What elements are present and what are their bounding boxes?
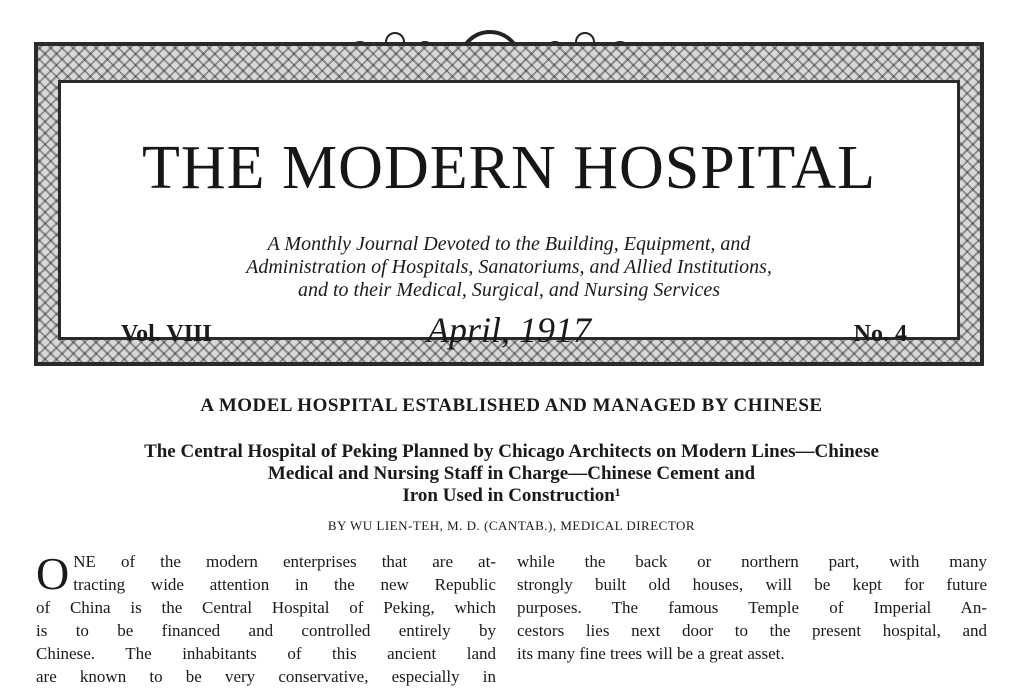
subhead-line: The Central Hospital of Peking Planned by Chicago Architects on Modern Lines—Chinese bbox=[144, 441, 879, 462]
body-line: tracting wide attention in the new Republic bbox=[73, 575, 496, 594]
body-line: Chinese. The inhabitants of this ancient land bbox=[36, 644, 496, 663]
issue-date: April, 1917 bbox=[426, 310, 591, 350]
right-column bbox=[517, 550, 987, 665]
body-line: are known to be very conservative, especially in bbox=[36, 667, 496, 686]
volume-label: Vol. VIII bbox=[121, 321, 212, 347]
body-line: purposes. The famous Temple of Imperial An- bbox=[517, 598, 987, 617]
body-line: strongly built old houses, will be kept for future bbox=[517, 575, 987, 594]
subtitle-line: A Monthly Journal Devoted to the Building, Equipment, and bbox=[267, 233, 751, 255]
body-line: while the back or northern part, with many bbox=[517, 552, 987, 571]
masthead-panel bbox=[58, 80, 960, 350]
journal-title: THE MODERN HOSPITAL bbox=[142, 134, 876, 202]
body-line: NE of the modern enterprises that are at- bbox=[73, 552, 496, 571]
subtitle-line: Administration of Hospitals, Sanatoriums, and Allied Institutions, bbox=[246, 256, 772, 278]
subhead-line: Medical and Nursing Staff in Charge—Chinese Cement and bbox=[267, 463, 756, 484]
body-line: cestors lies next door to the present hospital, and bbox=[517, 621, 987, 640]
journal-subtitle bbox=[61, 233, 957, 302]
article-byline: BY WU LIEN-TEH, M. D. (CANTAB.), MEDICAL DIRECTOR bbox=[327, 518, 696, 533]
body-line: its many fine trees will be a great asset. bbox=[517, 644, 785, 663]
body-line: is to be financed and controlled entirely by bbox=[36, 621, 496, 640]
article-subhead bbox=[10, 441, 1013, 507]
left-column bbox=[36, 550, 496, 688]
body-line: of China is the Central Hospital of Peking, which bbox=[36, 598, 496, 617]
masthead-frame bbox=[34, 42, 984, 366]
subtitle-line: and to their Medical, Surgical, and Nursing Services bbox=[298, 279, 720, 301]
issue-number: No. 4 bbox=[853, 321, 907, 347]
article-headline: A MODEL HOSPITAL ESTABLISHED AND MANAGED BY CHINESE bbox=[200, 395, 823, 416]
subhead-line: Iron Used in Construction¹ bbox=[402, 485, 621, 506]
drop-cap: O bbox=[36, 548, 70, 599]
